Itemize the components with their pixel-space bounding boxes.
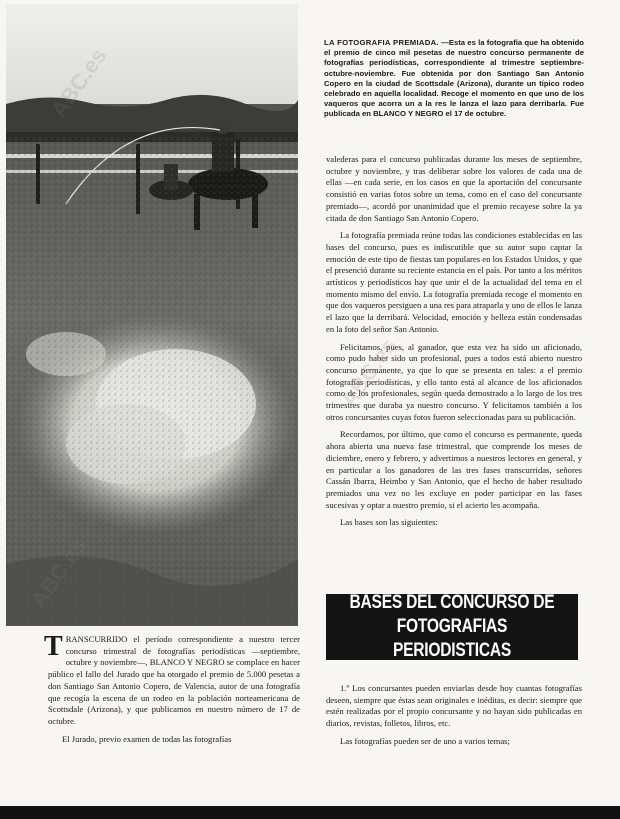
article-lead-paragraph — [44, 631, 300, 728]
bases-header — [326, 594, 578, 660]
watermark-logo: ABC.es — [336, 333, 402, 412]
article-paragraph: La fotografía premiada reúne todas las condiciones establecidas en las bases del concurso, pues es indiscutible que su autor supo captar la emoción de este tipo de fiestas tan populares en los Estados Unidos, y que el presenció durante su reciente estancia en el país. Por tanto a los méritos artísticos y periodísticos hay que unir el de la actualidad del tema en el momento mismo del envío. La fotografía premiada recoge el momento en que dos vaqueros persiguen a una res para atraparla y uno de ellos le lanza el lazo que la derribará. Velocidad, emoción y belleza están condensadas en la foto del señor San Antonio. — [326, 230, 582, 334]
rodeo-photograph — [6, 4, 298, 626]
article-paragraph: El Jurado, previo examen de todas las fotografías — [62, 733, 232, 744]
article-paragraph: Las bases son las siguientes: — [340, 517, 438, 528]
page-bottom-border — [0, 806, 620, 819]
article-paragraph: Felicitamos, pues, al ganador, que esta vez ha sido un aficionado, como pudo haber sido un profesional, pues a todos está abierto nuestro concurso permanente, ya que lo que se presenta en tales: a el premio fotografías periodísticas, y ello tanto está al alcance de los aficionados como de los profesionales, según queda demostrado a lo largo de los tres trimestres que duraba ya nuestro concurso. Y felicitamos también a los otros concursantes cuyas fotos fueron seleccionadas para su publicación. — [326, 341, 582, 422]
article-right-column — [326, 154, 582, 535]
rule-paragraph: Las fotografías pueden ser de uno a varios temas; — [340, 735, 510, 746]
article-paragraph: valederas para el concurso publicadas durante los meses de septiembre, octubre y noviembre, y tras deliberar sobre los valores de cada una de ellas —en cada serie, en los casos en que la aportación del concursante consistió en varias fotos sobre un tema, como en el caso del concursante premiado—, acordó por unanimidad que el premio recayese sobre la ya citada de don Santiago San Antonio Copero. — [326, 154, 582, 223]
photo-caption — [324, 38, 584, 120]
drop-cap: T — [44, 631, 63, 662]
article-paragraph: Recordamos, por último, que como el concurso es permanente, queda ahora abierta una nueva fase trimestral, que comprende los meses de diciembre, enero y febrero, y advertimos a nuestros lectores en general, y en particular a los ganadores de las tres fases transcurridas, señores Cassán Ibarra, Heimbo y San Antonio, que el hecho de haber resultado premiados una vez no les excluye en poder participar en las fases sucesivas y optar a nuestro premio, si el acierto les acompaña. — [326, 429, 582, 510]
bases-header-line2: FOTOGRAFIAS PERIODISTICAS — [392, 616, 512, 661]
caption-heading: LA FOTOGRAFIA PREMIADA. — [324, 38, 439, 47]
rule-paragraph: 1.º Los concursantes pueden enviarlas desde hoy cuantas fotografías deseen, siempre que éstas sean originales e inéditas, es decir: siempre que estén realizadas por el propio concursante y no hayan sido publicadas en diarios, revistas, folletos, libros, etc. — [326, 683, 582, 729]
lead-text: RANSCURRIDO el período correspondiente a nuestro tercer concurso trimestral de fotografías periodísticas —septiembre, octubre y noviembre—, BLANCO Y NEGRO se complace en hacer público el fallo del Jurado que ha otorgado el premio de 5.000 pesetas a don Santiago San Antonio Copero, de Valencia, autor de una fotografía que recogía la escena de un rodeo en la población norteamericana de Scottsdale (Arizona), y que publicamos en nuestro número de 17 de octubre. — [48, 634, 300, 726]
article-left-column — [44, 631, 300, 751]
bases-header-line1: BASES DEL CONCURSO DE — [349, 592, 555, 613]
caption-body: —Esta es la fotografía que ha obtenido el premio de cinco mil pesetas de nuestro concurso permanente de fotografías periodísticas, correspondiente al trimestre septiembre-octubre-noviembre. Fue obtenida por don Santiago San Antonio Copero en la ciudad de Scottsdale (Arizona), durante un típico rodeo celebrado en aquella localidad. Recoge el momento en que uno de los vaqueros que acorra un a la res le lanza el lazo para derribarla. Fue publicada en BLANCO Y NEGRO el 17 de octubre. — [324, 38, 584, 119]
contest-rules — [326, 683, 582, 754]
